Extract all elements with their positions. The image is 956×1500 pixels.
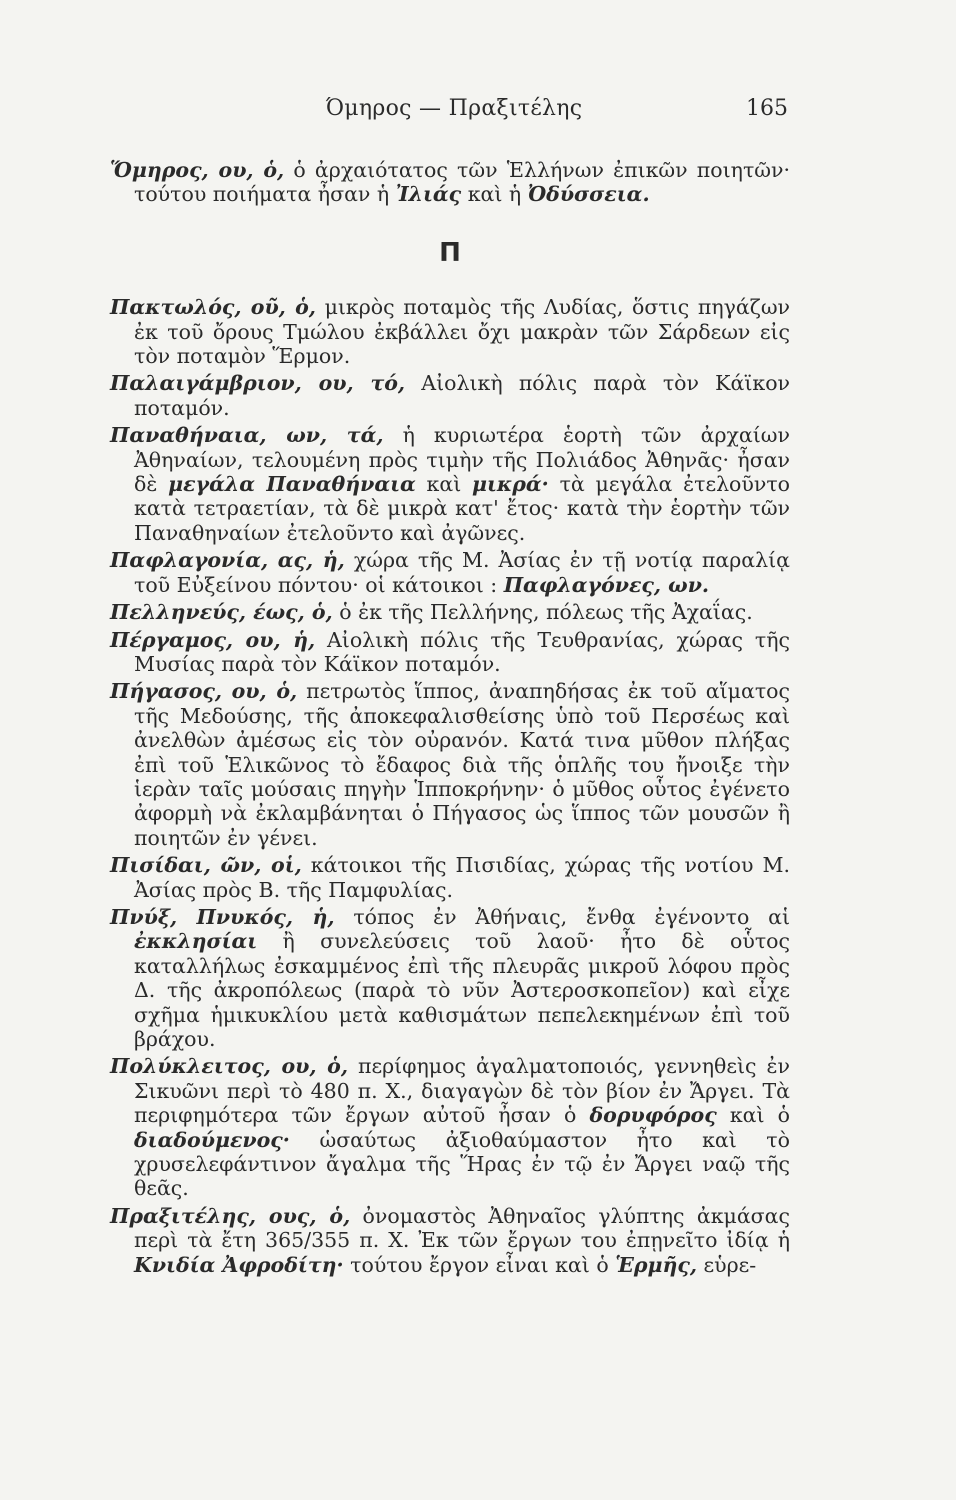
definition: ὁ ἐκ τῆς Πελλήνης, πόλεως τῆς Ἀχαΐας.	[332, 600, 753, 625]
emphasis: Κνιδία Ἀφροδίτη·	[134, 1252, 344, 1277]
dictionary-entry	[110, 423, 790, 545]
dictionary-entry	[110, 600, 790, 624]
emphasis: Παφλαγόνες, ων.	[503, 572, 710, 597]
definition: χώρα τῆς Μ. Ἀσίας ἐν τῇ νοτίᾳ παραλίᾳ τοῦ Εὐξείνου πόντου· οἱ κάτοικοι :	[134, 548, 790, 597]
definition: τόπος ἐν Ἀθήναις, ἔνθα ἐγένοντο αἱ	[334, 904, 790, 929]
definition: Αἰολικὴ πόλις παρὰ τὸν Κάϊκον ποταμόν.	[134, 371, 790, 420]
emphasis: Ἑρμῆς,	[615, 1252, 697, 1277]
definition-cont: εὑρε-	[697, 1252, 757, 1277]
definition: κάτοικοι τῆς Πισιδίας, χώρας τῆς νοτίου Μ. Ἀσίας πρὸς Β. τῆς Παμφυλίας.	[134, 853, 790, 902]
headword: Ὅμηρος, ου, ὁ,	[110, 158, 285, 182]
emphasis: ἐκκλησίαι	[134, 929, 258, 954]
headword: Πισίδαι, ῶν, οἱ,	[110, 853, 302, 878]
emphasis: μεγάλα Παναθήναια	[168, 472, 416, 497]
dictionary-entry	[110, 371, 790, 420]
definition-cont: καὶ	[415, 472, 472, 497]
headword: Πολύκλειτος, ου, ὁ,	[110, 1054, 348, 1079]
entry-list	[110, 295, 790, 1277]
definition: ὀνομαστὸς Ἀθηναῖος γλύπτης ἀκμάσας περὶ τὰ ἔτη 365/355 π. Χ. Ἐκ τῶν ἔργων του ἐπῃνεῖτο ἰδίᾳ ἡ	[134, 1203, 791, 1253]
headword: Πακτωλός, οῦ, ὁ,	[110, 295, 316, 320]
dictionary-entry	[110, 295, 790, 368]
headword: Πέργαμος, ου, ἡ,	[110, 627, 316, 652]
headword: Πραξιτέλης, ους, ὁ,	[110, 1203, 351, 1228]
headword: Πνύξ, Πνυκός, ἡ,	[110, 904, 335, 929]
emphasis: Ἰλιάς	[395, 182, 462, 207]
emphasis: διαδούμενος·	[134, 1127, 290, 1152]
definition: πετρωτὸς ἵππος, ἀναπηδήσας ἐκ τοῦ αἵματος τῆς Μεδούσης, τῆς ἀποκεφαλισθείσης ὑπὸ τοῦ Περσέως καὶ ἀνελθὼν ἀμέσως εἰς τὸν οὐρανόν. Κατά τινα μῦθον πλήξας ἐπὶ τοῦ Ἑλικῶνος τὸ ἔδαφος διὰ τῆς ὁπλῆς του ἤνοιξε τὴν ἱερὰν ταῖς μούσαις πηγὴν Ἱπποκρήνην· ὁ μῦθος οὗτος ἐγένετο ἀφορμὴ νὰ ἐκλαμβάνηται ὁ Πήγασος ὡς ἵππος τῶν μουσῶν ἢ ποιητῶν ἐν γένει.	[134, 679, 791, 850]
headword: Παναθήναια, ων, τά,	[110, 423, 384, 448]
definition-cont: ὡσαύτως ἀξιοθαύμαστον ἦτο καὶ τὸ χρυσελεφάντινον ἄγαλμα τῆς Ἥρας ἐν τῷ ἐν Ἄργει ναῷ τῆς θεᾶς.	[134, 1127, 790, 1201]
headword: Παφλαγονία, ας, ἡ,	[110, 548, 345, 573]
dictionary-entry	[110, 548, 790, 597]
dictionary-entry	[110, 853, 790, 902]
definition-cont: τούτου ἔργον εἶναι καὶ ὁ	[343, 1252, 616, 1277]
dictionary-entry	[110, 679, 790, 850]
definition: ἡ κυριωτέρα ἑορτὴ τῶν ἀρχαίων Ἀθηναίων, τελουμένη πρὸς τιμὴν τῆς Πολιάδος Ἀθηνᾶς· ἦσαν δὲ	[134, 423, 790, 497]
emphasis: Ὀδύσσεια.	[527, 182, 650, 207]
dictionary-entry	[110, 1204, 790, 1277]
dictionary-entry	[110, 905, 790, 1051]
emphasis: μικρά·	[471, 472, 549, 497]
headword: Πελληνεύς, έως, ὁ,	[110, 600, 333, 625]
definition-cont: τὰ μεγάλα ἐτελοῦντο κατὰ τετραετίαν, τὰ δὲ μικρὰ κατ' ἔτος· κατὰ τὴν ἑορτὴν τῶν Παναθηναίων ἐτελοῦντο καὶ ἀγῶνες.	[134, 472, 791, 545]
emphasis: δορυφόρος	[589, 1103, 717, 1128]
dictionary-text	[110, 158, 790, 1280]
definition-cont: ἢ συνελεύσεις τοῦ λαοῦ· ἦτο δὲ οὗτος καταλλήλως ἐσκαμμένος ἐπὶ τῆς πλευρᾶς μικροῦ λόφου πρὸς Δ. τῆς ἀκροπόλεως (παρὰ τὸ νῦν Ἀστεροσκοπεῖον) καὶ εἶχε σχῆμα ἡμικυκλίου μετὰ καθισμάτων πεπελεκημένων ἐπὶ τοῦ βράχου.	[134, 929, 790, 1051]
header-title: Όμηρος — Πραξιτέλης	[325, 96, 583, 121]
definition: Αἰολικὴ πόλις τῆς Τευθρανίας, χώρας τῆς Μυσίας παρὰ τὸν Κάϊκον ποταμόν.	[134, 627, 791, 676]
definition-cont: καὶ ἡ	[461, 182, 528, 207]
headword: Παλαιγάμβριον, ου, τό,	[110, 371, 406, 396]
definition: ὁ ἀρχαιότατος τῶν Ἑλλήνων ἐπικῶν ποιητῶν· τούτου ποιήματα ἦσαν ἡ	[134, 158, 790, 207]
entry-homer	[110, 158, 790, 207]
headword: Πήγασος, ου, ὁ,	[110, 679, 298, 704]
dictionary-entry	[110, 1054, 790, 1200]
definition: περίφημος ἀγαλματοποιός, γεννηθεὶς ἐν Σικυῶνι περὶ τὸ 480 π. Χ., διαγαγὼν δὲ τὸν βίον ἐν Ἄργει. Τὰ περιφημότερα τῶν ἔργων αὐτοῦ ἦσαν ὁ	[134, 1054, 790, 1128]
running-header	[120, 96, 788, 136]
dictionary-entry	[110, 628, 790, 677]
definition-cont: καὶ ὁ	[716, 1103, 790, 1128]
definition: μικρὸς ποταμὸς τῆς Λυδίας, ὅστις πηγάζων ἐκ τοῦ ὄρους Τμώλου ἐκβάλλει ὄχι μακρὰν τῶν Σάρδεων εἰς τὸν ποταμὸν Ἕρμον.	[134, 295, 790, 369]
page-number: 165	[746, 96, 788, 121]
section-letter: Π	[439, 237, 461, 268]
